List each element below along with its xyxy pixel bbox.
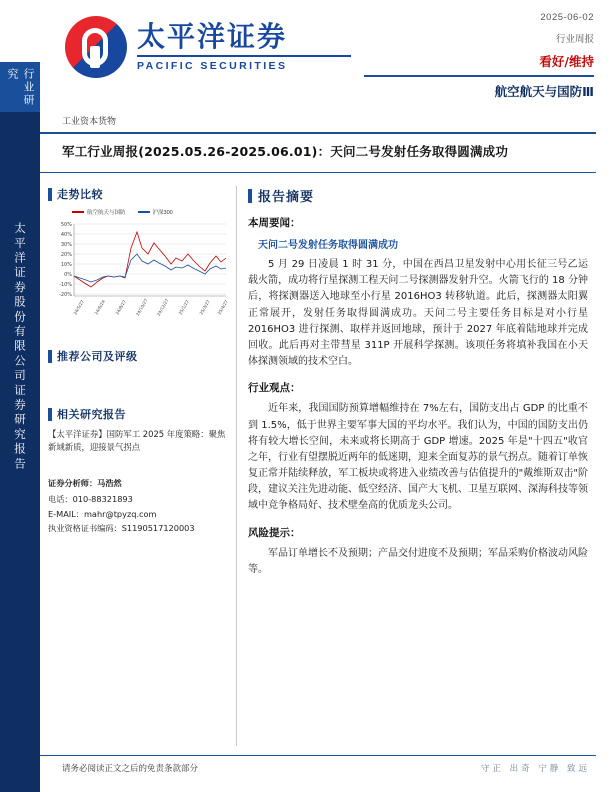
footer-rule	[40, 755, 596, 756]
analyst-phone: 电话：010-88321893	[48, 494, 133, 505]
section-marker-icon	[48, 350, 52, 363]
recommend-section-header	[48, 348, 230, 364]
svg-text:20%: 20%	[60, 252, 72, 258]
chart-legend	[48, 208, 230, 216]
section-marker-icon	[248, 189, 252, 203]
header-meta	[364, 12, 594, 100]
section-marker-icon	[48, 188, 52, 201]
sidebar-top-label: 行业研究	[6, 68, 35, 107]
analyst-email[interactable]: E-MAIL：mahr@tpyzq.com	[48, 508, 157, 519]
document-header	[40, 0, 612, 100]
svg-text:50%: 50%	[60, 222, 72, 228]
column-divider	[236, 186, 237, 746]
footer-disclaimer: 请务必阅读正文之后的免责条款部分	[62, 764, 199, 774]
chart-series-hangkong	[74, 232, 226, 287]
right-column	[248, 186, 588, 586]
svg-text:25/1/27: 25/1/27	[177, 299, 190, 316]
brand-text	[137, 22, 351, 72]
legend-item-series-1	[138, 208, 173, 216]
brand-logo	[65, 16, 351, 78]
subcategory-label: 工业资本货物	[62, 117, 117, 127]
summary-section-header	[248, 186, 588, 205]
legend-label-series-1: 沪深300	[152, 210, 173, 216]
risk-heading: 风险提示：	[248, 526, 301, 539]
week-summary-heading: 本周要闻：	[248, 217, 301, 229]
header-divider	[364, 75, 594, 77]
related-section-title: 相关研究报告	[57, 408, 126, 421]
recommend-section-title: 推荐公司及评级	[57, 350, 138, 363]
svg-text:40%: 40%	[60, 232, 72, 238]
chart-xaxis-labels	[72, 298, 229, 317]
svg-text:24/10/27: 24/10/27	[134, 297, 149, 317]
industry-view-heading: 行业观点：	[248, 382, 301, 395]
legend-label-series-0: 航空航天与国防	[87, 210, 126, 216]
left-sidebar	[0, 0, 40, 792]
risk-body: 军品订单增长不及预期；产品交付进度不及预期；军品采购价格波动风险等。	[248, 547, 588, 575]
analyst-info	[48, 476, 230, 535]
chart-canvas	[48, 218, 230, 322]
analyst-name: 证券分析师：马浩然	[48, 478, 122, 489]
svg-text:24/8/27: 24/8/27	[114, 299, 127, 316]
week-summary-body: 5 月 29 日凌晨 1 时 31 分，中国在西昌卫星发射中心用长征三号乙运载火箭，成功将行星探测工程天问二号探测器发射升空。火箭飞行的 18 分钟后，将探测器送入地球至小行星 2016HO3 转移轨道。此后，探测器太阳翼正常展开，发射任务取得圆满成功。天问二号主要任务目标是对小行星 2016HO3 进行探测、取样并返回地球，预计于 2027 年底着陆地球并完成回收。此后再对主带彗星 311P 开展科学探测。该项任务将填补我国在小天体探测领域的技术空白。	[248, 259, 588, 368]
industry-view-body: 近年来，我国国防预算增幅维持在 7%左右，国防支出占 GDP 的比重不到 1.5%，低于世界主要军事大国的平均水平。我们认为，中国的国防支出仍将有较大增长空间，未来或将长期高于 GDP 增速。2025 年是"十四五"收官之年，行业有望摆脱近两年的低迷期，迎来全面复苏的景气拐点。随着订单恢复正常并陆续释放，军工板块或将进入业绩改善与估值提升的"戴维斯双击"阶段，建议关注先进动能、低空经济、国产大飞机、卫星互联网、深海科技等领域中竞争格局好、技术壁垒高的优质龙头公司。	[248, 403, 588, 512]
pacific-securities-logo-icon	[65, 16, 127, 78]
header-rule	[40, 132, 596, 134]
footer-slogan: 守正 出奇 宁静 致远	[480, 764, 590, 774]
chart-section-title: 走势比较	[57, 188, 103, 201]
chart-grid	[74, 224, 226, 294]
svg-text:24/5/27: 24/5/27	[72, 299, 85, 316]
industry-label: 航空航天与国防Ⅲ	[494, 84, 594, 99]
svg-text:-20%: -20%	[59, 292, 72, 298]
brand-name-cn: 太平洋证券	[137, 20, 288, 54]
svg-text:24/6/24: 24/6/24	[93, 299, 106, 316]
report-date: 2025-06-02	[540, 12, 594, 23]
svg-text:25/4/27: 25/4/27	[216, 299, 229, 316]
left-column	[48, 186, 230, 535]
chart-yaxis-labels	[59, 222, 72, 298]
chart-section-header	[48, 186, 230, 202]
related-section-header	[48, 406, 230, 422]
svg-text:24/12/27: 24/12/27	[155, 297, 170, 317]
report-type: 行业周报	[555, 34, 594, 45]
performance-chart	[48, 208, 230, 328]
svg-text:25/3/27: 25/3/27	[198, 299, 211, 316]
section-marker-icon	[48, 408, 52, 421]
legend-swatch-series-1	[138, 211, 150, 213]
svg-text:10%: 10%	[60, 262, 72, 268]
analyst-license: 执业资格证书编码：S1190517120003	[48, 523, 195, 534]
chart-series-hs300	[74, 254, 226, 282]
svg-text:30%: 30%	[60, 242, 72, 248]
brand-rule	[137, 55, 351, 57]
week-summary-highlight: 天问二号发射任务取得圆满成功	[258, 240, 398, 251]
brand-name-en: PACIFIC SECURITIES	[137, 59, 288, 72]
sidebar-main-label: 太平洋证券股份有限公司证券研究报告	[13, 222, 27, 472]
title-rule	[40, 172, 596, 173]
sidebar-top-band	[0, 62, 40, 112]
sidebar-main-band	[0, 112, 40, 792]
legend-swatch-series-0	[72, 211, 84, 213]
page-title: 军工行业周报(2025.05.26-2025.06.01)：天问二号发射任务取得圆满成功	[62, 144, 509, 159]
rating-badge: 看好/维持	[539, 54, 594, 69]
list-item[interactable]: 【太平洋证券】国防军工 2025 年度策略：聚焦新域新质，迎接景气拐点	[48, 429, 226, 453]
summary-section-title: 报告摘要	[258, 190, 315, 205]
svg-text:0%: 0%	[64, 272, 72, 278]
legend-item-series-0	[72, 208, 126, 216]
svg-text:-10%: -10%	[59, 282, 72, 288]
